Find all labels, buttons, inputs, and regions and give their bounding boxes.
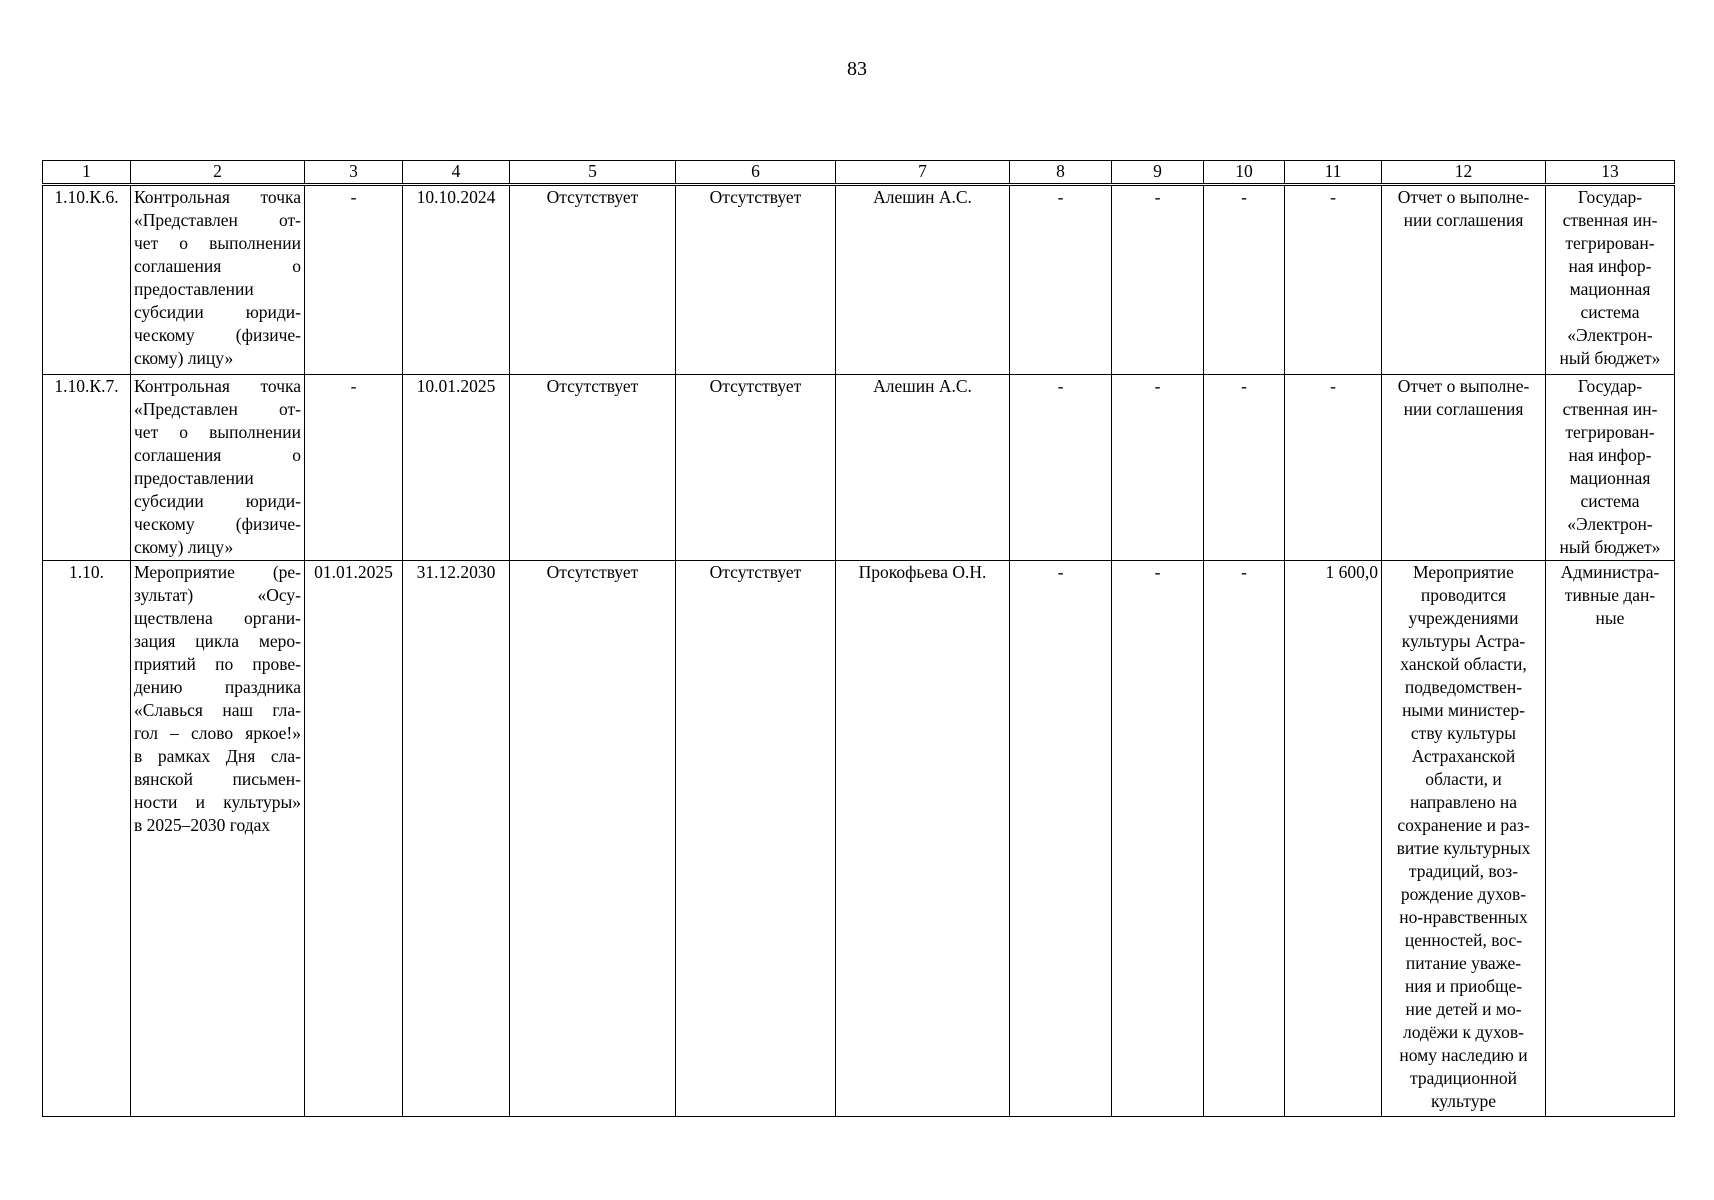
- column-13-cell-line: ственная ин-: [1562, 210, 1658, 230]
- name-cell: [131, 185, 305, 375]
- column-6-cell: Отсутствует: [676, 561, 836, 1117]
- column-13-cell: [1546, 185, 1675, 375]
- column-header-2: 2: [131, 161, 305, 185]
- column-8-cell: -: [1010, 375, 1112, 561]
- column-13-cell-line: «Электрон-: [1567, 325, 1653, 345]
- column-12-cell-line: учреждениями: [1408, 608, 1519, 628]
- end-date-cell: 10.10.2024: [403, 185, 510, 375]
- column-13-cell-line: Администра-: [1560, 562, 1660, 582]
- column-12-cell-line: Отчет о выполне-: [1397, 376, 1530, 396]
- name-cell-line: «Славься наш гла-: [134, 700, 301, 720]
- name-cell-line: в рамках Дня сла-: [134, 746, 301, 766]
- name-cell-line: субсидии юриди-: [134, 491, 301, 511]
- page-number: 83: [847, 58, 867, 80]
- column-10-cell: -: [1204, 185, 1285, 375]
- column-5-cell: Отсутствует: [510, 561, 676, 1117]
- column-10-cell: -: [1204, 375, 1285, 561]
- column-13-cell-line: ная инфор-: [1568, 445, 1652, 465]
- name-cell-line: предоставлении: [134, 468, 254, 488]
- name-cell-line: ческому (физиче-: [134, 325, 301, 345]
- end-date-cell: 31.12.2030: [403, 561, 510, 1117]
- column-header-9: 9: [1112, 161, 1204, 185]
- column-12-cell-line: традиций, воз-: [1408, 861, 1519, 881]
- column-header-3: 3: [305, 161, 403, 185]
- column-6-cell: Отсутствует: [676, 375, 836, 561]
- column-11-cell: -: [1285, 375, 1382, 561]
- column-12-cell-line: сохранение и раз-: [1397, 815, 1530, 835]
- column-12-cell-line: ния и приобще-: [1404, 976, 1523, 996]
- name-cell-line: Мероприятие (ре-: [134, 562, 301, 582]
- column-12-cell: [1382, 375, 1546, 561]
- column-13-cell-line: мационная: [1569, 279, 1651, 299]
- name-cell-line: ществлена органи-: [134, 608, 301, 628]
- column-12-cell-line: Отчет о выполне-: [1397, 187, 1530, 207]
- name-cell-line: «Представлен от-: [134, 210, 301, 230]
- table-row: [43, 561, 1675, 1117]
- table-header-row: [43, 161, 1675, 185]
- column-header-4: 4: [403, 161, 510, 185]
- column-12-cell-line: нии соглашения: [1403, 210, 1524, 230]
- name-cell: [131, 375, 305, 561]
- column-5-cell: Отсутствует: [510, 375, 676, 561]
- column-11-cell: 1 600,0: [1285, 561, 1382, 1117]
- column-9-cell: -: [1112, 185, 1204, 375]
- name-cell-line: приятий по прове-: [134, 654, 301, 674]
- name-cell-line: чет о выполнении: [134, 422, 301, 442]
- column-12-cell-line: Мероприятие: [1413, 562, 1514, 582]
- column-12-cell-line: проводится: [1420, 585, 1507, 605]
- data-table: [42, 160, 1675, 1117]
- name-cell-line: зультат) «Осу-: [134, 585, 301, 605]
- column-13-cell-line: тивные дан-: [1564, 585, 1656, 605]
- column-12-cell-line: ными министер-: [1402, 700, 1525, 720]
- column-8-cell: -: [1010, 561, 1112, 1117]
- name-cell-line: дению праздника: [134, 677, 301, 697]
- name-cell-line: Контрольная точка: [134, 187, 301, 207]
- responsible-cell: Прокофьева О.Н.: [836, 561, 1010, 1117]
- column-12-cell-line: традиционной: [1410, 1068, 1517, 1088]
- name-cell-line: зация цикла меро-: [134, 631, 301, 651]
- name-cell-line: ческому (физиче-: [134, 514, 301, 534]
- name-cell-line: соглашения о: [134, 256, 301, 276]
- column-13-cell-line: Государ-: [1577, 376, 1643, 396]
- column-12-cell: [1382, 561, 1546, 1117]
- name-cell-line: соглашения о: [134, 445, 301, 465]
- name-cell-line: гол – слово яркое!»: [134, 723, 301, 743]
- column-12-cell-line: подведомствен-: [1404, 677, 1523, 697]
- column-header-10: 10: [1204, 161, 1285, 185]
- row-number-cell: 1.10.К.7.: [43, 375, 131, 561]
- column-header-8: 8: [1010, 161, 1112, 185]
- column-13-cell-line: тегрирован-: [1565, 233, 1655, 253]
- name-cell-line: вянской письмен-: [134, 769, 301, 789]
- name-cell-line: ности и культуры»: [134, 792, 301, 812]
- column-13-cell-line: ный бюджет»: [1559, 537, 1661, 557]
- column-header-13: 13: [1546, 161, 1675, 185]
- column-11-cell: -: [1285, 185, 1382, 375]
- column-12-cell-line: но-нравственных: [1399, 907, 1528, 927]
- row-number-cell: 1.10.К.6.: [43, 185, 131, 375]
- name-cell: [131, 561, 305, 1117]
- column-13-cell: [1546, 561, 1675, 1117]
- column-12-cell-line: направлено на: [1410, 792, 1517, 812]
- row-number-cell: 1.10.: [43, 561, 131, 1117]
- column-header-11: 11: [1285, 161, 1382, 185]
- table-body: [43, 185, 1675, 1117]
- column-12-cell-line: ние детей и мо-: [1405, 999, 1522, 1019]
- column-13-cell-line: ственная ин-: [1562, 399, 1658, 419]
- name-cell-line: скому) лицу»: [134, 348, 234, 368]
- name-cell-line: предоставлении: [134, 279, 254, 299]
- column-12-cell-line: нии соглашения: [1403, 399, 1524, 419]
- column-13-cell-line: ный бюджет»: [1559, 348, 1661, 368]
- column-12-cell-line: ценностей, вос-: [1404, 930, 1523, 950]
- column-12-cell: [1382, 185, 1546, 375]
- table-row: [43, 375, 1675, 561]
- column-9-cell: -: [1112, 375, 1204, 561]
- name-cell-line: чет о выполнении: [134, 233, 301, 253]
- column-12-cell-line: ству культуры: [1410, 723, 1517, 743]
- column-13-cell: [1546, 375, 1675, 561]
- column-header-1: 1: [43, 161, 131, 185]
- name-cell-line: скому) лицу»: [134, 537, 234, 557]
- column-6-cell: Отсутствует: [676, 185, 836, 375]
- start-date-cell: 01.01.2025: [305, 561, 403, 1117]
- end-date-cell: 10.01.2025: [403, 375, 510, 561]
- column-12-cell-line: витие культурных: [1396, 838, 1531, 858]
- column-12-cell-line: Астраханской: [1411, 746, 1516, 766]
- column-header-12: 12: [1382, 161, 1546, 185]
- column-12-cell-line: питание уваже-: [1405, 953, 1522, 973]
- column-10-cell: -: [1204, 561, 1285, 1117]
- column-12-cell-line: рождение духов-: [1400, 884, 1527, 904]
- column-5-cell: Отсутствует: [510, 185, 676, 375]
- table-row: [43, 185, 1675, 375]
- start-date-cell: -: [305, 185, 403, 375]
- column-8-cell: -: [1010, 185, 1112, 375]
- column-12-cell-line: ханской области,: [1400, 654, 1527, 674]
- column-13-cell-line: ные: [1595, 608, 1625, 628]
- column-13-cell-line: мационная: [1569, 468, 1651, 488]
- responsible-cell: Алешин А.С.: [836, 375, 1010, 561]
- name-cell-line: субсидии юриди-: [134, 302, 301, 322]
- column-13-cell-line: тегрирован-: [1565, 422, 1655, 442]
- column-12-cell-line: культуре: [1431, 1091, 1496, 1111]
- responsible-cell: Алешин А.С.: [836, 185, 1010, 375]
- column-header-5: 5: [510, 161, 676, 185]
- name-cell-line: «Представлен от-: [134, 399, 301, 419]
- column-13-cell-line: система: [1580, 302, 1640, 322]
- name-cell-line: в 2025–2030 годах: [134, 815, 271, 835]
- column-12-cell-line: области, и: [1425, 769, 1502, 789]
- column-12-cell-line: ному наследию и: [1399, 1045, 1528, 1065]
- column-13-cell-line: «Электрон-: [1567, 514, 1653, 534]
- column-9-cell: -: [1112, 561, 1204, 1117]
- start-date-cell: -: [305, 375, 403, 561]
- name-cell-line: Контрольная точка: [134, 376, 301, 396]
- column-13-cell-line: Государ-: [1577, 187, 1643, 207]
- column-13-cell-line: система: [1580, 491, 1640, 511]
- column-12-cell-line: лодёжи к духов-: [1403, 1022, 1524, 1042]
- column-13-cell-line: ная инфор-: [1568, 256, 1652, 276]
- column-12-cell-line: культуры Астра-: [1401, 631, 1526, 651]
- column-header-7: 7: [836, 161, 1010, 185]
- column-header-6: 6: [676, 161, 836, 185]
